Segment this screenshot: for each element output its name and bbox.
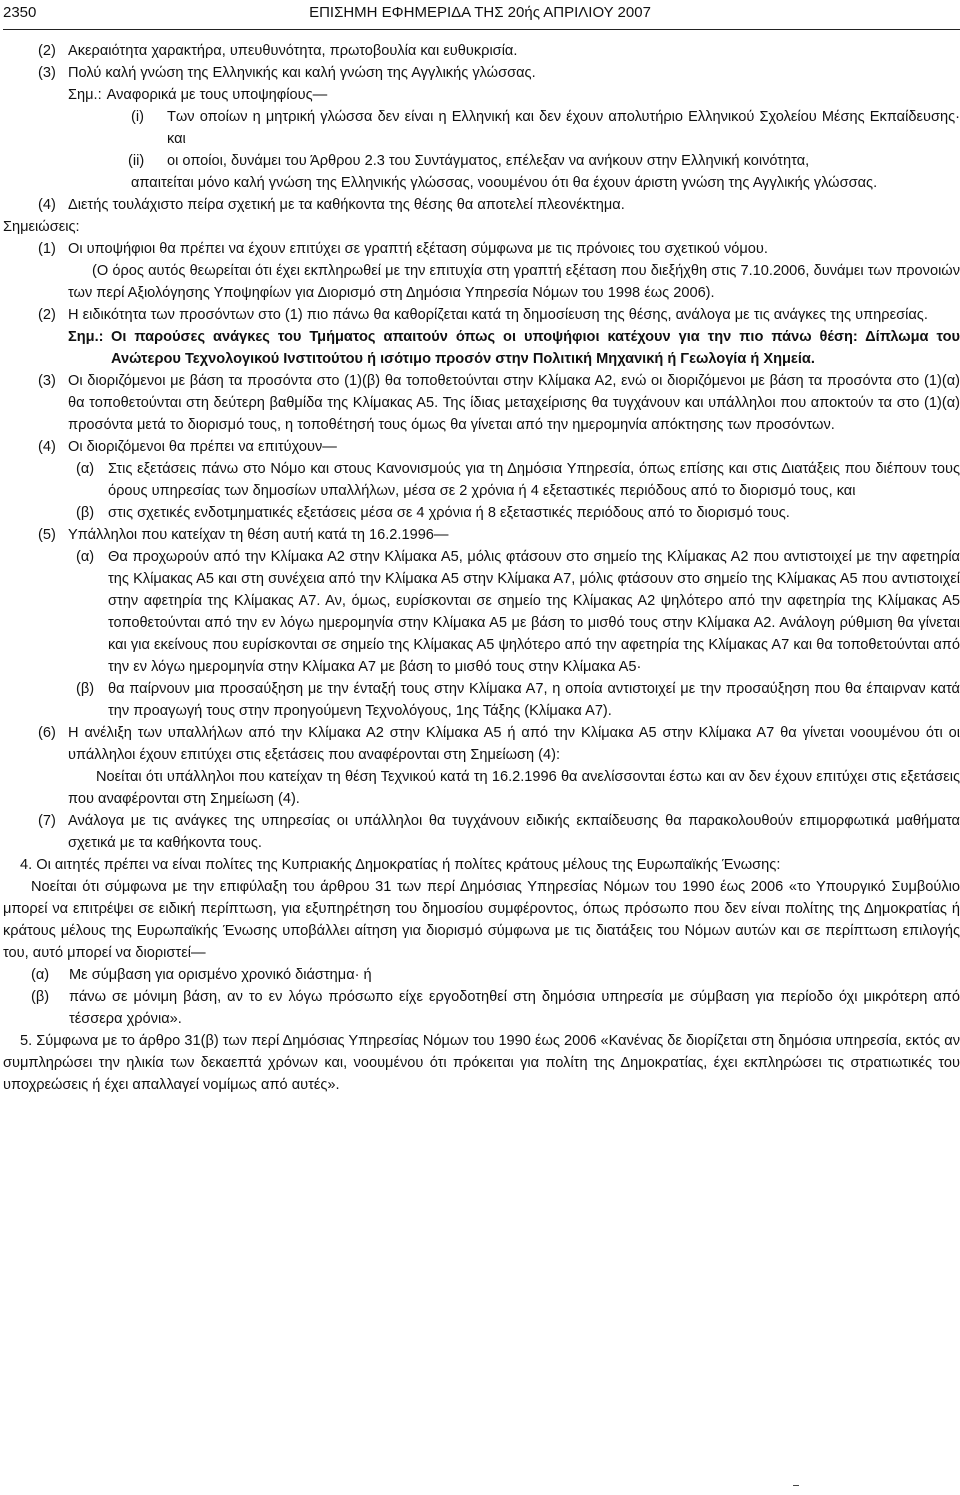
item-label: (2) (38, 307, 56, 323)
note-label: Σημ.: (68, 329, 104, 345)
item-label: (3) (38, 65, 56, 81)
item-label: (2) (38, 43, 56, 59)
remark-item (38, 722, 960, 766)
paragraph-4: 4. Οι αιτητές πρέπει να είναι πολίτες της Κυπριακής Δημοκρατίας ή πολίτες κράτους μέλους της Ευρωπαϊκής Ένωσης: (20, 857, 781, 873)
qualification-item (38, 40, 960, 62)
proviso-item (31, 986, 960, 1030)
note-label: Σημ.: (68, 87, 102, 103)
item-text: Θα προχωρούν από την Κλίμακα Α2 στην Κλίμακα Α5, μόλις φτάσουν στο σημείο της Κλίμακας Α2 που αντιστοιχεί με την αφετηρία της Κλίμακας Α5 και στη συνέχεια από την Κλίμακα Α5 στην Κλίμακα Α7, μόλις φτάσουν στο σημείο της Κλίμακας Α5 που αντιστοιχεί στην αφετηρία της Κλίμακας Α7. Αν, όμως, ευρίσκονται σε σημείο της Κλίμακας Α2 ψηλότερο από την αφετηρία της Κλίμακας Α5 τοποθετούνται από την εν λόγω ημερομηνία στην Κλίμακα Α5 με βάση το μισθό τους στην Κλίμακα Α2. Ανάλογη ρύθμιση θα γίνεται και για εκείνους που ευρίσκονται σε σημείο της Κλίμακας Α5 ψηλότερο από την αφετηρία της Κλίμακας Α7 και θα τοποθετούνται από την εν λόγω ημερομηνία στην Κλίμακα Α7 με βάση το μισθό τους στην Κλίμακα Α5· (108, 549, 960, 675)
item-text: οι οποίοι, δυνάμει του Άρθρου 2.3 του Συντάγματος, επέλεξαν να ανήκουν στην Ελληνική κοινότητα, (167, 153, 810, 169)
remark-item (38, 370, 960, 436)
remark-item (38, 238, 960, 260)
note-heading (68, 84, 960, 106)
page-number: 2350 (3, 4, 37, 21)
item-text: Υπάλληλοι που κατείχαν τη θέση αυτή κατά τη 16.2.1996— (68, 527, 449, 543)
qualification-item (38, 62, 960, 84)
sub-item (76, 546, 960, 678)
item-label: (4) (38, 439, 56, 455)
page-mark (793, 1485, 799, 1486)
note-text: Οι παρούσες ανάγκες του Τμήματος απαιτούν όπως οι υποψήφιοι κατέχουν για την πιο πάνω θέση: Δίπλωμα του Ανώτερου Τεχνολογικού Ινστιτούτου ή ισότιμο προσόν στην Πολιτική Μηχανική ή Γεωλογία ή Χημεία. (111, 329, 960, 367)
specialty-note (68, 326, 960, 370)
paragraph-4-proviso: Νοείται ότι σύμφωνα με την επιφύλαξη του άρθρου 31 των περί Δημόσιας Υπηρεσίας Νόμων του 1990 έως 2006 «το Υπουργικό Συμβούλιο μπορεί να επιτρέψει σε ειδική περίπτωση, για εξυπηρέτηση του δημοσίου συμφέροντος, όπως πρόσωπο που δεν είναι πολίτης της Δημοκρατίας ή κράτους μέλους της Ευρωπαϊκής Ένωσης υποβάλλει αίτηση για διορισμό σύμφωνα με τις διατάξεις του Νόμων αυτών και σε περίπτωση επιλογής του, αυτό μπορεί να διοριστεί— (3, 879, 960, 961)
item-text: Ανάλογα με τις ανάγκες της υπηρεσίας οι υπάλληλοι θα τυγχάνουν ειδικής εκπαίδευσης θα παρακολουθούν επιμορφωτικά μαθήματα σχετικά με τα καθήκοντα τους. (68, 813, 960, 851)
item-label: (6) (38, 725, 56, 741)
item-text: Οι διοριζόμενοι με βάση τα προσόντα στο (1)(β) θα τοποθετούνται στην Κλίμακα Α2, ενώ οι διοριζόμενοι με βάση τα προσόντα στο (1)(α) θα τοποθετούνται στη δεύτερη βαθμίδα της Κλίμακας Α5. Της ίδιας μεταχείρισης θα τυγχάνουν και υπάλληλοι που αποκτούν τα στο (1)(α) προσόντα μετά το διορισμό τους, η τοποθέτησή τους όμως θα γίνεται από την ημερομηνία απόκτησης των προσόντων. (68, 373, 960, 433)
sub-item (76, 502, 960, 524)
item-text: Στις εξετάσεις πάνω στο Νόμο και στους Κανονισμούς για τη Δημόσια Υπηρεσία, όπως επίσης και στις Διατάξεις που διέπουν τους όρους υπηρεσίας των δημοσίων υπαλλήλων, μέσα σε 2 χρόνια ή 4 εξεταστικές περιόδους από το διορισμό τους, και (108, 461, 960, 499)
item-label: (β) (31, 989, 50, 1005)
item-text: Με σύμβαση για ορισμένο χρονικό διάστημα· ή (69, 967, 372, 983)
item-text: Των οποίων η μητρική γλώσσα δεν είναι η Ελληνική και δεν έχουν απολυτήριο Ελληνικού Σχολείου Μέσης Εκπαίδευσης· και (167, 109, 960, 147)
item-label: (4) (38, 197, 56, 213)
remark-paren: (Ο όρος αυτός θεωρείται ότι έχει εκπληρωθεί με την επιτυχία στη γραπτή εξέταση που διεξήχθη στις 7.10.2006, δυνάμει των προνοιών των περί Αξιολόγησης Υποψηφίων για Διορισμό στη Δημόσια Υπηρεσία Νόμων του 1998 έως 2006). (68, 263, 960, 301)
remark-item (38, 524, 960, 546)
item-label: (α) (31, 967, 50, 983)
item-text: Ακεραιότητα χαρακτήρα, υπευθυνότητα, πρωτοβουλία και ευθυκρισία. (68, 43, 518, 59)
item-label: (3) (38, 373, 56, 389)
item-text: Οι υποψήφιοι θα πρέπει να έχουν επιτύχει σε γραπτή εξέταση σύμφωνα με τις πρόνοιες του σχετικού νόμου. (68, 241, 768, 257)
remark-item (38, 436, 960, 458)
item-label: (α) (76, 461, 95, 477)
remark-proviso: Νοείται ότι υπάλληλοι που κατείχαν τη θέση Τεχνικού κατά τη 16.2.1996 θα ανελίσσονται έστω και αν δεν έχουν επιτύχει στις εξετάσεις που αναφέρονται στη Σημείωση (4). (68, 769, 960, 807)
item-text: Η ανέλιξη των υπαλλήλων από την Κλίμακα Α2 στην Κλίμακα Α5 ή από την Κλίμακα Α5 στην Κλίμακα Α7 θα γίνεται νοουμένου ότι οι υπάλληλοι έχουν επιτύχει στις εξετάσεις που αναφέρονται στη Σημείωση (4): (68, 725, 960, 763)
item-label: (α) (76, 549, 95, 565)
sub-item (76, 678, 960, 722)
note-item (128, 150, 960, 172)
item-label: (1) (38, 241, 56, 257)
item-label: (7) (38, 813, 56, 829)
item-label: (i) (131, 109, 144, 125)
qualification-item (38, 194, 960, 216)
note-conclusion: απαιτείται μόνο καλή γνώση της Ελληνικής γλώσσας, νοουμένου ότι θα έχουν άριστη γνώση της Αγγλικής γλώσσας. (131, 175, 878, 191)
item-text: Οι διοριζόμενοι θα πρέπει να επιτύχουν— (68, 439, 337, 455)
remark-item (38, 810, 960, 854)
note-item (131, 106, 960, 150)
header-rule (3, 29, 960, 30)
item-label: (5) (38, 527, 56, 543)
paragraph-5: 5. Σύμφωνα με το άρθρο 31(β) των περί Δημόσιας Υπηρεσίας Νόμων του 1990 έως 2006 «Κανένας δε διορίζεται στη δημόσια υπηρεσία, εκτός αν συμπληρώσει την ηλικία των δεκαεπτά χρόνων και, νοουμένου ότι πρόκειται για πολίτη της Δημοκρατίας, έχει εκπληρώσει τις στρατιωτικές του υποχρεώσεις ή έχει απαλλαγεί νομίμως από αυτές». (3, 1033, 960, 1093)
document-body (0, 40, 960, 1096)
page-header (0, 0, 960, 22)
item-text: Πολύ καλή γνώση της Ελληνικής και καλή γνώση της Αγγλικής γλώσσας. (68, 65, 536, 81)
gazette-title: ΕΠΙΣΗΜΗ ΕΦΗΜΕΡΙΔΑ ΤΗΣ 20ής ΑΠΡΙΛΙΟΥ 2007 (309, 4, 651, 21)
note-intro: Αναφορικά με τους υποψηφίους— (106, 87, 328, 103)
remarks-heading: Σημειώσεις: (3, 219, 80, 235)
item-text: θα παίρνουν μια προσαύξηση με την ένταξή τους στην Κλίμακα Α7, η οποία αντιστοιχεί με την προσαύξηση που θα έπαιρναν κατά την προαγωγή τους στην προηγούμενη Τεχνολόγους, 1ης Τάξης (Κλίμακα Α7). (108, 681, 960, 719)
item-text: πάνω σε μόνιμη βάση, αν το εν λόγω πρόσωπο είχε εργοδοτηθεί στη δημόσια υπηρεσία με σύμβαση για περίοδο όχι μικρότερη από τέσσερα χρόνια». (69, 989, 960, 1027)
item-text: στις σχετικές ενδοτμηματικές εξετάσεις μέσα σε 4 χρόνια ή 8 εξεταστικές περιόδους από το διορισμό τους. (108, 505, 790, 521)
sub-item (76, 458, 960, 502)
remark-item (38, 304, 960, 326)
item-label: (ii) (128, 153, 145, 169)
item-label: (β) (76, 505, 95, 521)
item-text: Διετής τουλάχιστο πείρα σχετική με τα καθήκοντα της θέσης θα αποτελεί πλεονέκτημα. (68, 197, 625, 213)
item-label: (β) (76, 681, 95, 697)
proviso-item (31, 964, 960, 986)
item-text: Η ειδικότητα των προσόντων στο (1) πιο πάνω θα καθορίζεται κατά τη δημοσίευση της θέσης, ανάλογα με τις ανάγκες της υπηρεσίας. (68, 307, 928, 323)
